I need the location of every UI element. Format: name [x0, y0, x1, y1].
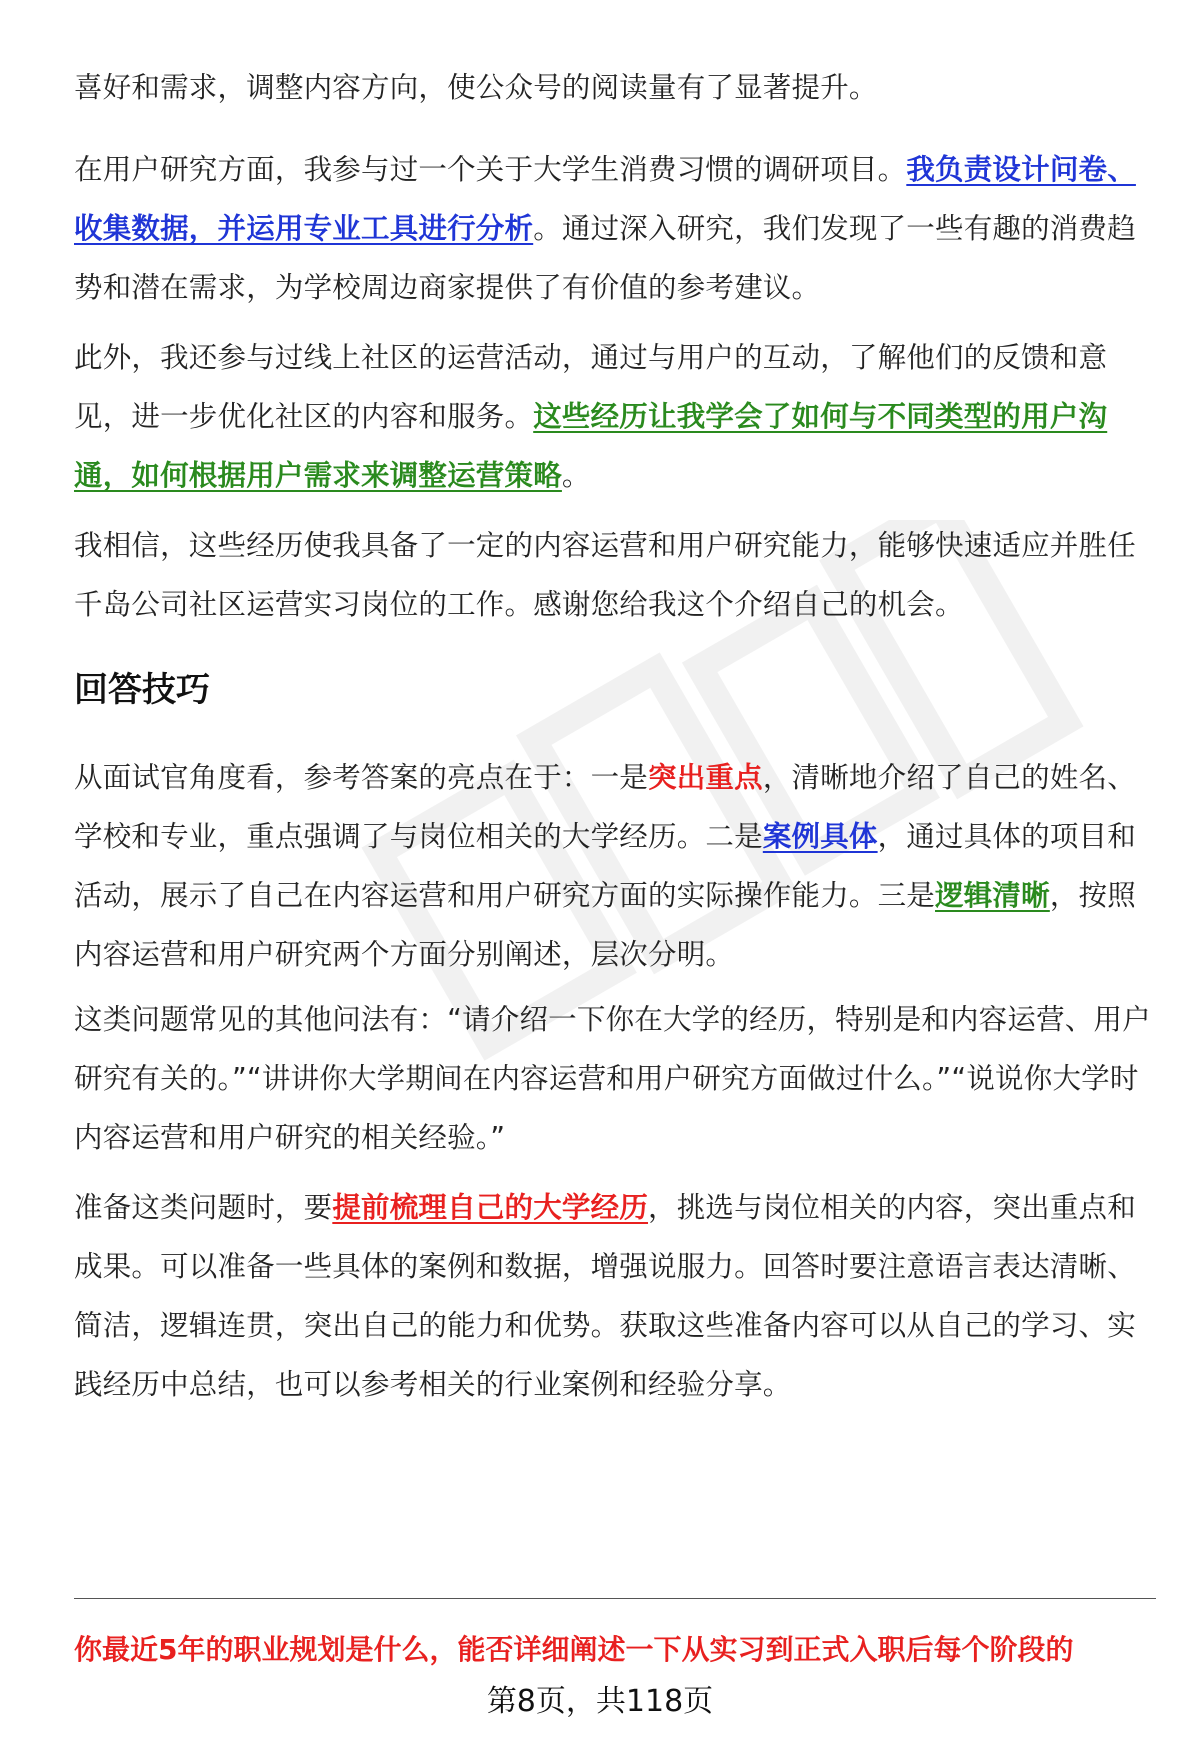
- highlight-green: 这些经历让我学会了如何与不同类型的用户沟通，如何根据用户需求来调整运营策略: [74, 400, 1108, 492]
- paragraph-text: ，挑选与岗位相关的内容，突出重点和成果。可以准备一些具体的案例和数据，增强说服力。回答时要注意语言表达清晰、简洁，逻辑连贯，突出自己的能力和优势。获取这些准备内容可以从自己的学习、实践经历中总结，也可以参考相关的行业案例和经验分享。: [74, 1191, 1136, 1401]
- divider: [74, 1598, 1156, 1599]
- highlight-red: 突出重点: [648, 761, 763, 794]
- highlight-red: 提前梳理自己的大学经历: [332, 1191, 649, 1224]
- paragraph-community: [74, 328, 1154, 505]
- paragraph-text: ，按照内容运营和用户研究两个方面分别阐述，层次分明。: [74, 879, 1136, 971]
- paragraph-text: ，清晰地介绍了自己的姓名、学校和专业，重点强调了与岗位相关的大学经历。二是: [74, 761, 1136, 853]
- paragraph-text: 。: [561, 459, 591, 492]
- paragraph-text: 在用户研究方面，我参与过一个关于大学生消费习惯的调研项目。: [74, 153, 907, 186]
- next-question-heading: 你最近5年的职业规划是什么，能否详细阐述一下从实习到正式入职后每个阶段的: [74, 1633, 1074, 1666]
- paragraph-text: 此外，我还参与过线上社区的运营活动，通过与用户的互动，了解他们的反馈和意见，进一步优化社区的内容和服务。: [74, 341, 1108, 433]
- highlight-blue: 我负责设计问卷、收集数据，并运用专业工具进行分析: [74, 153, 1136, 245]
- paragraph-conclusion: [74, 516, 1154, 634]
- paragraph-text: 喜好和需求，调整内容方向，使公众号的阅读量有了显著提升。: [74, 71, 878, 104]
- highlight-green: 逻辑清晰: [935, 879, 1050, 912]
- paragraph-text: ，通过具体的项目和活动，展示了自己在内容运营和用户研究方面的实际操作能力。三是: [74, 820, 1136, 912]
- section-title: 回答技巧: [74, 670, 210, 710]
- paragraph-text: 准备这类问题时，要: [74, 1191, 333, 1224]
- paragraph-text: 从面试官角度看，参考答案的亮点在于：一是: [74, 761, 649, 794]
- highlight-blue: 案例具体: [762, 820, 878, 853]
- paragraph-text: 。通过深入研究，我们发现了一些有趣的消费趋势和潜在需求，为学校周边商家提供了有价值的参考建议。: [74, 212, 1136, 304]
- paragraph-user-research: [74, 140, 1154, 317]
- paragraph-text: 这类问题常见的其他问法有：“请介绍一下你在大学的经历，特别是和内容运营、用户研究有关的。”“讲讲你大学期间在内容运营和用户研究方面做过什么。”“说说你大学时内容运营和用户研究的相关经验。”: [74, 1003, 1151, 1154]
- paragraph-intro-end: [74, 58, 1154, 117]
- tips-paragraph-preparation: [74, 1178, 1154, 1414]
- page-number: 第8页，共118页: [486, 1684, 714, 1719]
- tips-paragraph-highlights: [74, 748, 1154, 984]
- paragraph-text: 我相信，这些经历使我具备了一定的内容运营和用户研究能力，能够快速适应并胜任千岛公司社区运营实习岗位的工作。感谢您给我这个介绍自己的机会。: [74, 529, 1136, 621]
- tips-paragraph-variants: [74, 990, 1154, 1167]
